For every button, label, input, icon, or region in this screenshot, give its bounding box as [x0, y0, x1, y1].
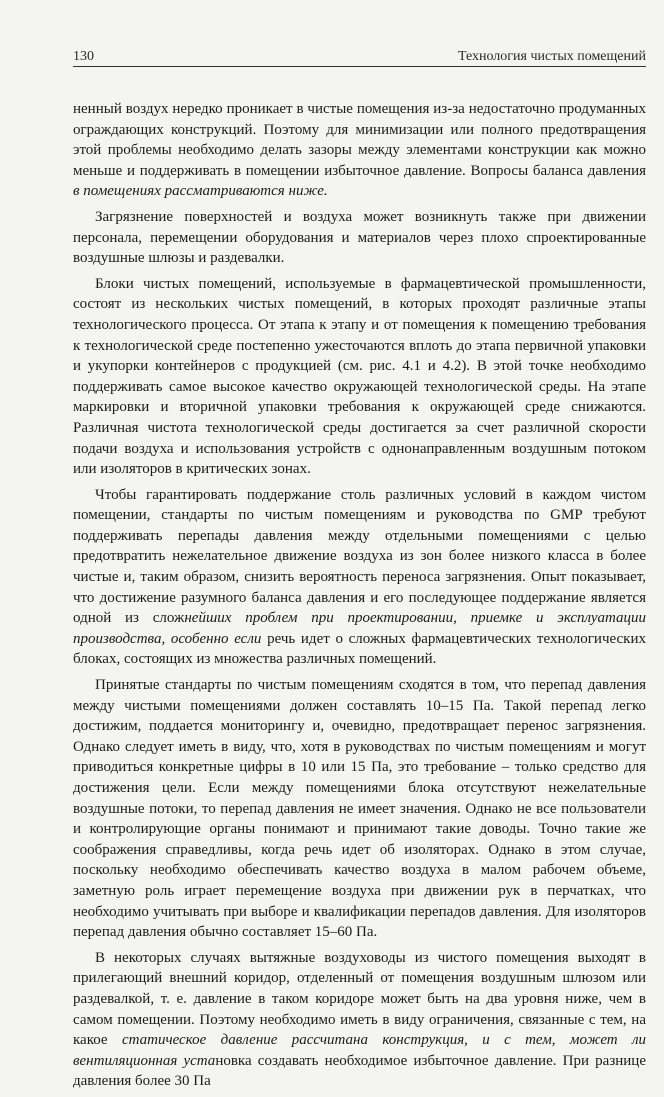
paragraph-4-text: Чтобы гарантировать поддержание столь различных условий в каждом чистом помещении, стандарты по чистым помещениям и руководства по GMP требуют поддерживать перепады давления между отдельными помещениями с целью предотвратить нежелательное движение воздуха из зон более низкого класса в более чистые и, таким образом, снизить вероятность переноса загрязнения. Опыт показывает, что достижение разумного баланса давления и его последующее поддержание является одной из слож — [73, 486, 646, 627]
paragraph-1-italic: в помещениях рассматриваются ниже. — [73, 183, 328, 200]
paragraph-5-text: Принятые стандарты по чистым помещениям сходятся в том, что перепад давления между чистыми помещениями должен составлять 10–15 Па. Такой перепад легко достижим, поддается мониторингу и, очевидно, предотвращает перенос загрязнения. Однако следует иметь в виду, что, хотя в руководствах по чистым помещениям и могут приводиться конкретные цифры в 10 или 15 Па, это требование – только средство для достижения цели. Если между помещениями блока отсутствуют нежелательные воздушные потоки, то перепад давления не имеет значения. Однако не все пользователи и контролирующие органы понимают и принимают такие доводы. Точно такие же соображения справедливы, когда речь идет об изоляторах. Однако в этом случае, поскольку необходимо обеспечивать качество воздуха в малом рабочем объеме, заметную роль играет перемещение воздуха при движении рук в перчатках, что необходимо учитывать при выборе и квалификации перепадов давления. Для изоляторов перепад давления обычно составляет 15–60 Па. — [73, 677, 646, 941]
paragraph-4 — [73, 485, 646, 670]
running-header — [73, 47, 646, 65]
paragraph-3 — [73, 274, 646, 480]
header-rule — [73, 66, 646, 67]
paragraph-6-italic: статическое давление рассчитана конструкция, и с тем, может ли вентиляционная уста — [73, 1032, 647, 1069]
paragraph-6 — [73, 948, 646, 1092]
paragraph-6-text: В некоторых случаях вытяжные воздуховоды из чистого помещения выходят в прилегающий внешний коридор, отделенный от помещения воздушным шлюзом или раздевалкой, т. е. давление в таком коридоре может быть на два уровня ниже, чем в самом помещении. Поэтому необходимо иметь в виду ограничения, связанные с тем, на какое — [73, 949, 646, 1049]
page-number: 130 — [73, 49, 94, 64]
paragraph-5 — [73, 675, 646, 943]
paragraph-6-text-end: новка создавать необходимое избыточное давление. При разнице давления более 30 Па — [73, 1052, 646, 1090]
running-title: Технология чистых помещений — [457, 49, 646, 64]
paragraph-1-text: ненный воздух нередко проникает в чистые помещения из-за недостаточно продуманных ограждающих конструкций. Поэтому для минимизации или полного предотвращения этой проблемы необходимо делать зазоры между элементами конструкции как можно меньше и поддерживать в помещении избыточное давление. Вопросы баланса давления — [73, 101, 646, 179]
paragraph-2 — [73, 207, 646, 269]
paragraph-3-text: Блоки чистых помещений, используемые в фармацевтической промышленности, состоят из нескольких чистых помещений, в которых проходят различные этапы технологического процесса. От этапа к этапу и от помещения к помещению требования к технологической среде постепенно ужесточаются вплоть до этапа первичной упаковки и укупорки контейнеров с продукцией (см. рис. 4.1 и 4.2). В этой точке необходимо поддерживать самое высокое качество окружающей технологической среды. На этапе маркировки и вторичной упаковки требования к окружающей среде снижаются. Различная чистота технологической среды достигается за счет различной скорости подачи воздуха и использования устройств с однонаправленным воздушным потоком или изоляторов в критических зонах. — [73, 275, 646, 478]
paragraph-1 — [73, 99, 646, 202]
page-body — [73, 99, 646, 1097]
paragraph-2-text: Загрязнение поверхностей и воздуха может возникнуть также при движении персонала, перемещении оборудования и материалов через плохо спроектированные воздушные шлюзы и раздевалки. — [73, 208, 646, 267]
paragraph-4-text-end: речь идет о сложных фармацевтических технологических блоках, состоящих из множества различных помещений. — [73, 630, 646, 668]
paragraph-4-italic: нейших проблем при проектировании, приемке и эксплуатации производства, особенно если — [73, 610, 647, 647]
